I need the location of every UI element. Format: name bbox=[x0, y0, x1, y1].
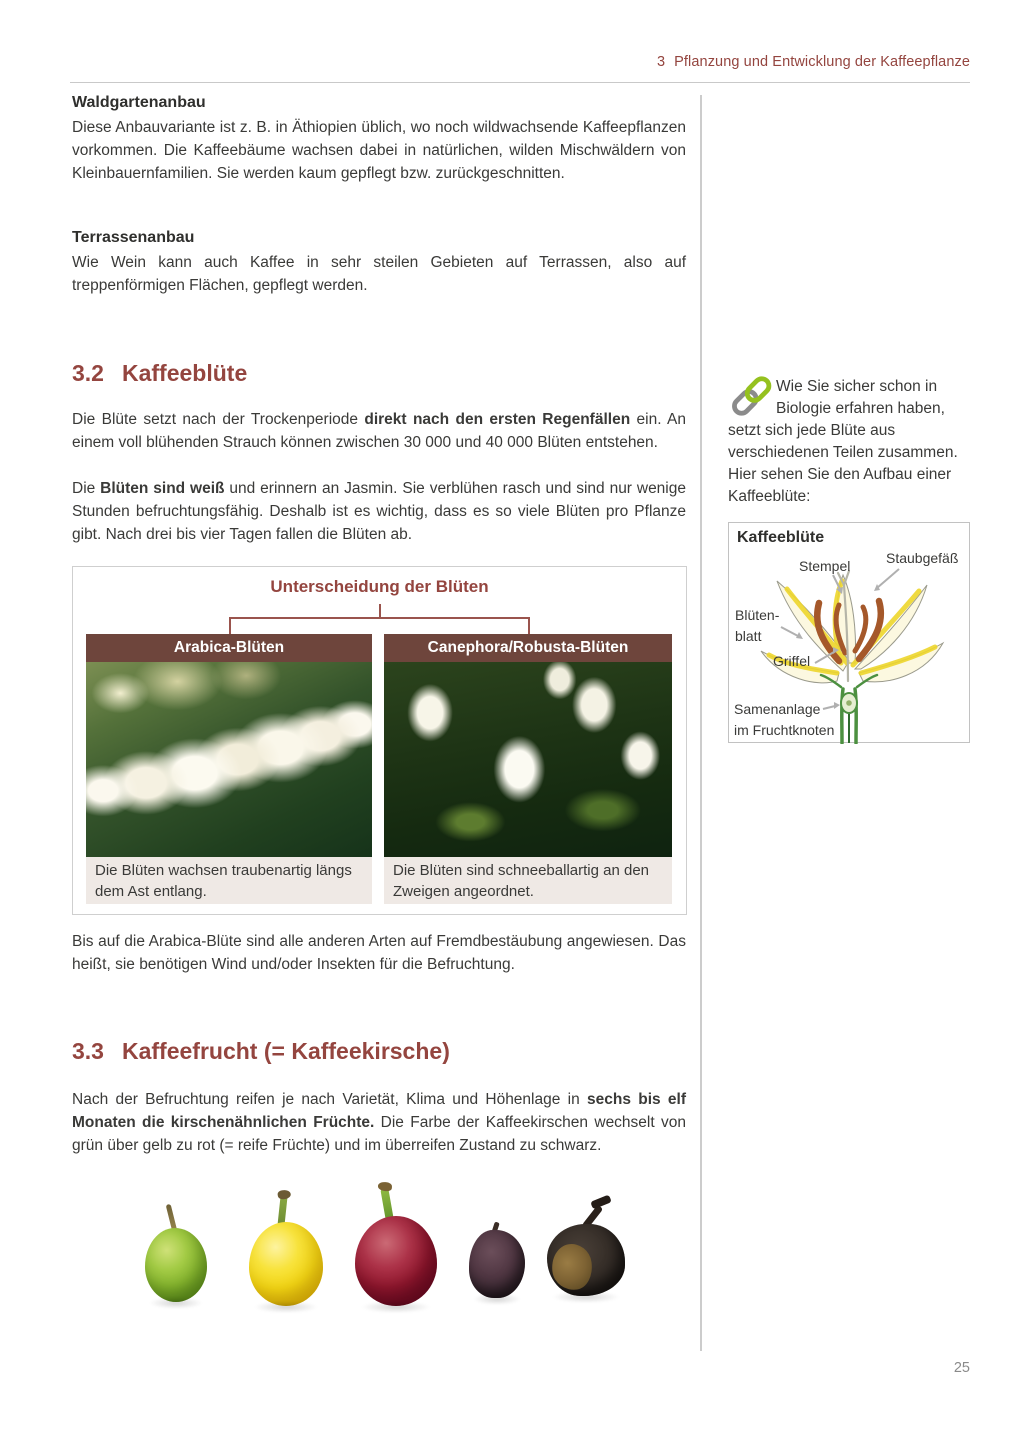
connector-horizontal bbox=[229, 617, 530, 619]
label-samenanlage-2: im Fruchtknoten bbox=[734, 722, 835, 738]
page-number: 25 bbox=[953, 1360, 970, 1376]
robusta-flowers-photo bbox=[384, 662, 672, 857]
robusta-caption: Die Blüten sind schneeballartig an den Zweigen angeordnet. bbox=[384, 857, 672, 904]
section-32-title: Kaffeeblüte bbox=[122, 360, 248, 386]
section-33-paragraph: Nach der Befruchtung reifen je nach Varietät, Klima und Höhenlage in sechs bis elf Monaten die kirschenähnlichen Früchte. Die Farbe der Kaffeekirschen wechselt von grün über gelb zu rot (= reife Früchte) und im überreifen Zustand zu schwarz. bbox=[72, 1091, 687, 1154]
label-staubgefaess: Staubgefäß bbox=[886, 550, 959, 566]
green-cherry bbox=[145, 1228, 207, 1302]
section-32-paragraph-2: Die Blüten sind weiß und erinnern an Jasmin. Sie verblühen rasch und sind nur wenige Stunden befruchtungsfähig. Deshalb ist es wichtig, dass es so viele Blüten pro Pflanze gibt. Nach drei bis vier Tagen fallen die Blüten ab. bbox=[72, 480, 686, 543]
black-dried-cherry bbox=[547, 1224, 625, 1296]
pollination-paragraph: Bis auf die Arabica-Blüte sind alle anderen Arten auf Fremdbestäubung angewiesen. Das heißt, sie benötigen Wind und/oder Insekten für die Befruchtung. bbox=[72, 933, 686, 973]
connector-stub bbox=[379, 604, 381, 618]
arabica-column-header: Arabica-Blüten bbox=[86, 634, 372, 662]
diagram-title: Kaffeeblüte bbox=[737, 529, 825, 546]
label-bluetenblatt-2: blatt bbox=[735, 628, 762, 644]
section-33-title: Kaffeefrucht (= Kaffeekirsche) bbox=[122, 1038, 450, 1064]
label-bluetenblatt-1: Blüten- bbox=[735, 607, 780, 623]
overripe-dark-cherry bbox=[469, 1230, 525, 1298]
section-32-number: 3.2 bbox=[72, 360, 104, 386]
margin-note-text: Wie Sie sicher schon in Biologie erfahren haben, setzt sich jede Blüte aus verschiedenen Teilen zusammen. Hier sehen Sie den Aufbau einer Kaffeeblüte: bbox=[728, 378, 958, 505]
flower-comparison-box bbox=[72, 566, 687, 915]
chapter-number: 3 bbox=[656, 54, 666, 70]
section-32-heading bbox=[72, 360, 247, 387]
chapter-title: Pflanzung und Entwicklung der Kaffeepflanze bbox=[674, 54, 970, 70]
coffee-cherries-image bbox=[72, 1180, 686, 1330]
label-stempel: Stempel bbox=[799, 558, 851, 574]
terrassen-paragraph: Wie Wein kann auch Kaffee in sehr steilen Gebieten auf Terrassen, also auf treppenförmigen Flächen, gepflegt werden. bbox=[72, 254, 686, 294]
red-cherry bbox=[355, 1216, 437, 1306]
yellow-cherry bbox=[249, 1222, 323, 1306]
arabica-flowers-photo bbox=[86, 662, 372, 857]
margin-note bbox=[728, 376, 970, 508]
robusta-column-header: Canephora/Robusta-Blüten bbox=[384, 634, 672, 662]
chapter-header bbox=[657, 54, 970, 70]
link-icon bbox=[728, 376, 776, 416]
black-cherry-brown-patch bbox=[549, 1241, 595, 1292]
section-33-heading bbox=[72, 1038, 450, 1065]
section-33-number: 3.3 bbox=[72, 1038, 104, 1064]
connector-right-branch bbox=[528, 617, 530, 635]
comparison-box-title: Unterscheidung der Blüten bbox=[270, 577, 489, 596]
header-rule bbox=[70, 82, 970, 83]
waldgarten-paragraph: Diese Anbauvariante ist z. B. in Äthiopien üblich, wo noch wildwachsende Kaffeepflanzen vorkommen. Die Kaffeebäume wachsen dabei in natürlichen, wilden Mischwäldern von Kleinbauernfamilien. Sie werden kaum gepflegt bzw. zurückgeschnitten. bbox=[72, 119, 686, 182]
label-samenanlage-1: Samenanlage bbox=[734, 701, 821, 717]
terrassen-heading: Terrassenanbau bbox=[72, 229, 195, 246]
connector-left-branch bbox=[229, 617, 231, 635]
column-divider bbox=[700, 95, 702, 1351]
label-griffel: Griffel bbox=[773, 653, 811, 669]
section-32-paragraph-1: Die Blüte setzt nach der Trockenperiode direkt nach den ersten Regenfällen ein. An einem voll blühenden Strauch können zwischen 30 000 und 40 000 Blüten entstehen. bbox=[72, 411, 686, 451]
waldgarten-heading: Waldgartenanbau bbox=[72, 94, 206, 111]
arabica-caption: Die Blüten wachsen traubenartig längs dem Ast entlang. bbox=[86, 857, 372, 904]
flower-diagram-box bbox=[728, 522, 970, 743]
